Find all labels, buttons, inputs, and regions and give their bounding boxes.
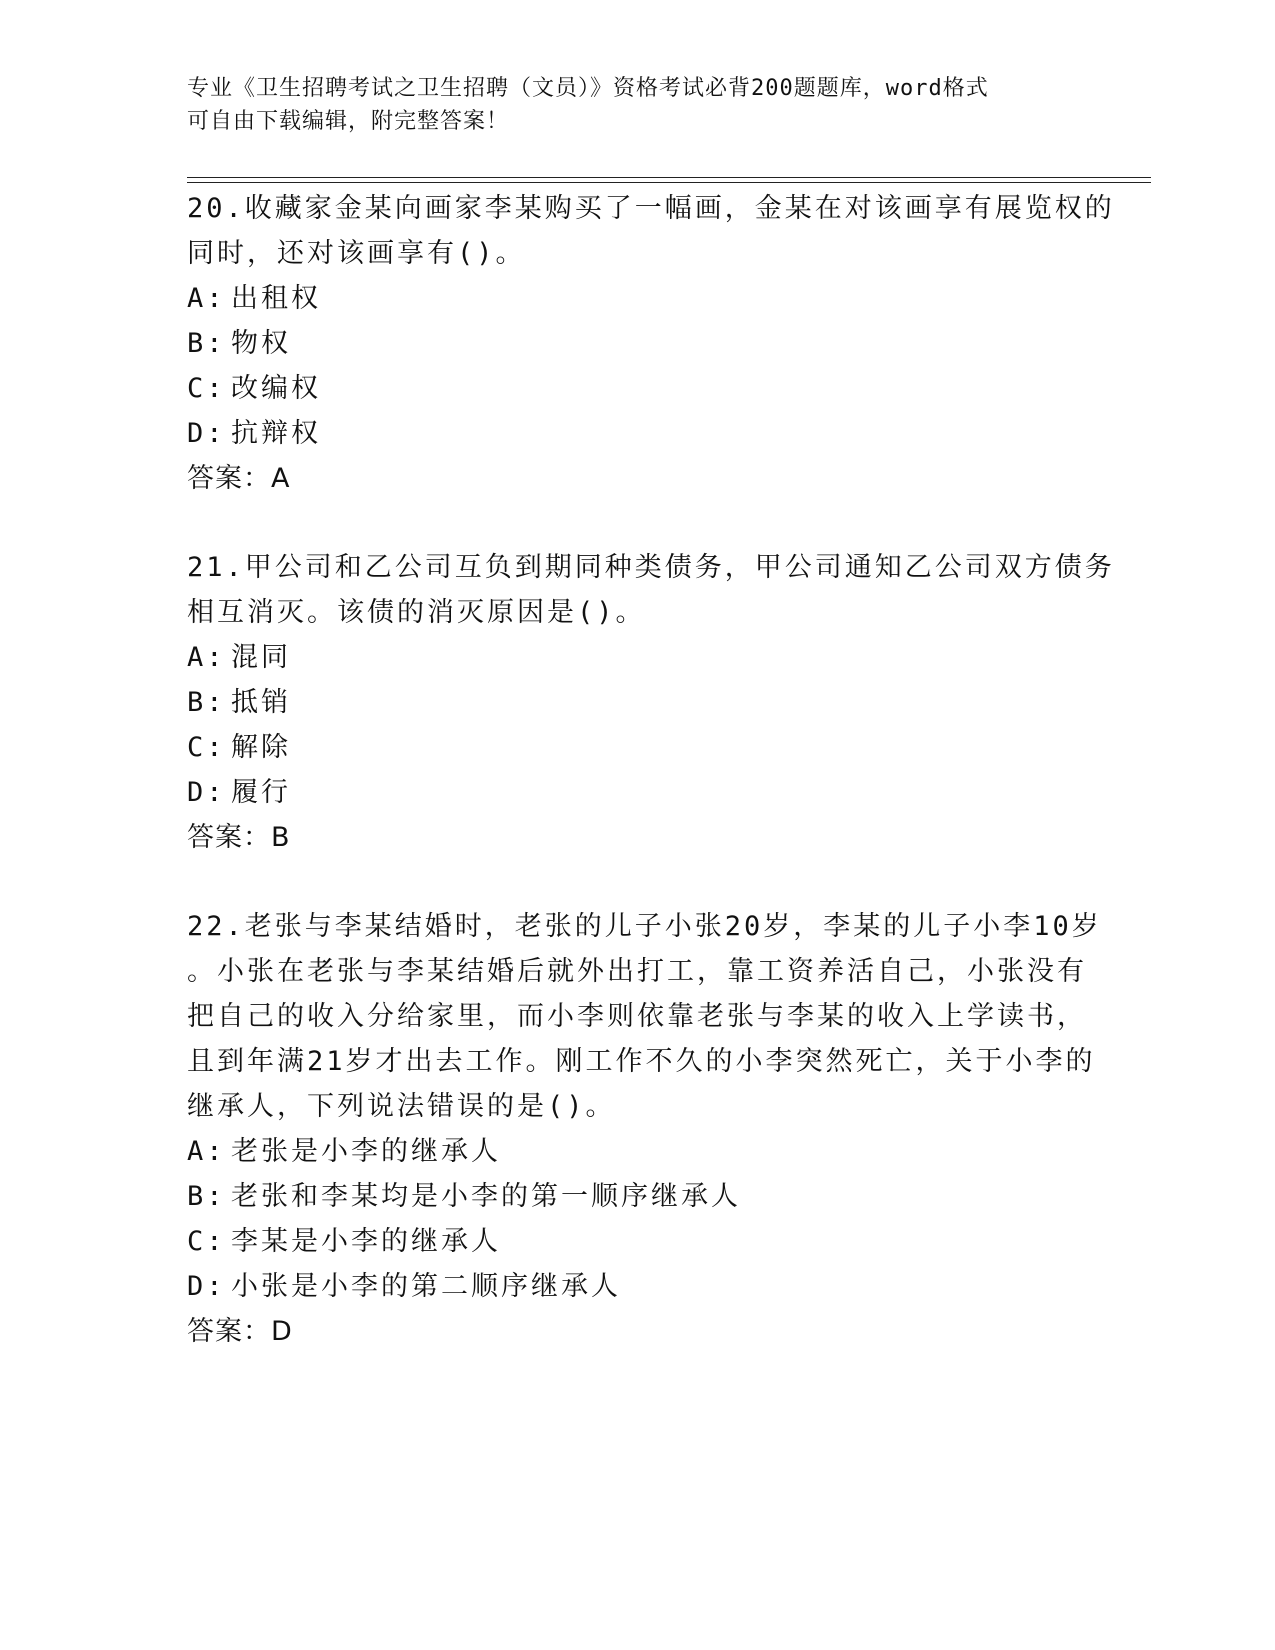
option-letter: B: xyxy=(187,1181,226,1212)
option-text: 抗辩权 xyxy=(231,418,321,449)
option-b xyxy=(187,321,1087,366)
option-letter: D: xyxy=(187,777,226,808)
stem-line: 把自己的收入分给家里，而小李则依靠老张与李某的收入上学读书， xyxy=(187,1001,1087,1032)
option-letter: D: xyxy=(187,1271,226,1302)
option-b xyxy=(187,680,1087,725)
stem-line: 且到年满21岁才出去工作。刚工作不久的小李突然死亡，关于小李的 xyxy=(187,1046,1096,1077)
question-stem xyxy=(187,904,1102,1129)
option-letter: B: xyxy=(187,328,226,359)
question-20 xyxy=(187,186,1115,501)
question-21 xyxy=(187,545,1115,860)
header-line-1: 专业《卫生招聘考试之卫生招聘（文员）》资格考试必背200题题库，word格式 xyxy=(187,76,989,101)
option-text: 小张是小李的第二顺序继承人 xyxy=(231,1271,621,1302)
stem-line: 20.收藏家金某向画家李某购买了一幅画，金某在对该画享有展览权的 xyxy=(187,193,1115,224)
question-list xyxy=(187,186,1115,1398)
option-letter: A: xyxy=(187,1136,226,1167)
answer-line: 答案：D xyxy=(187,1316,293,1347)
header-divider-bottom xyxy=(187,182,1151,183)
option-c xyxy=(187,1219,1087,1264)
stem-line: 21.甲公司和乙公司互负到期同种类债务，甲公司通知乙公司双方债务 xyxy=(187,552,1115,583)
option-text: 混同 xyxy=(231,642,291,673)
option-b xyxy=(187,1174,1087,1219)
option-letter: D: xyxy=(187,418,226,449)
answer-line: 答案：B xyxy=(187,822,291,853)
option-text: 老张和李某均是小李的第一顺序继承人 xyxy=(231,1181,741,1212)
option-text: 抵销 xyxy=(231,687,291,718)
option-text: 物权 xyxy=(231,328,291,359)
question-stem xyxy=(187,186,1115,276)
option-c xyxy=(187,725,1087,770)
stem-line: 。小张在老张与李某结婚后就外出打工，靠工资养活自己，小张没有 xyxy=(187,956,1087,987)
answer-line: 答案：A xyxy=(187,463,291,494)
option-c xyxy=(187,366,1087,411)
option-letter: B: xyxy=(187,687,226,718)
option-text: 履行 xyxy=(231,777,291,808)
stem-line: 22.老张与李某结婚时，老张的儿子小张20岁，李某的儿子小李10岁 xyxy=(187,911,1102,942)
header-divider-top xyxy=(187,177,1151,178)
option-d xyxy=(187,411,1087,456)
option-letter: C: xyxy=(187,1226,226,1257)
question-stem xyxy=(187,545,1115,635)
option-letter: A: xyxy=(187,642,226,673)
option-d xyxy=(187,1264,1087,1309)
option-text: 解除 xyxy=(231,732,291,763)
option-text: 老张是小李的继承人 xyxy=(231,1136,501,1167)
option-text: 出租权 xyxy=(231,283,321,314)
question-22 xyxy=(187,904,1102,1354)
option-d xyxy=(187,770,1087,815)
stem-line: 继承人，下列说法错误的是()。 xyxy=(187,1091,616,1122)
header-line-2: 可自由下载编辑，附完整答案！ xyxy=(187,109,510,134)
stem-line: 同时，还对该画享有()。 xyxy=(187,238,526,269)
option-a xyxy=(187,276,1087,321)
option-letter: C: xyxy=(187,732,226,763)
option-text: 李某是小李的继承人 xyxy=(231,1226,501,1257)
option-text: 改编权 xyxy=(231,373,321,404)
document-header xyxy=(187,72,1067,138)
option-a xyxy=(187,635,1087,680)
stem-line: 相互消灭。该债的消灭原因是()。 xyxy=(187,597,646,628)
option-a xyxy=(187,1129,1087,1174)
option-letter: C: xyxy=(187,373,226,404)
option-letter: A: xyxy=(187,283,226,314)
